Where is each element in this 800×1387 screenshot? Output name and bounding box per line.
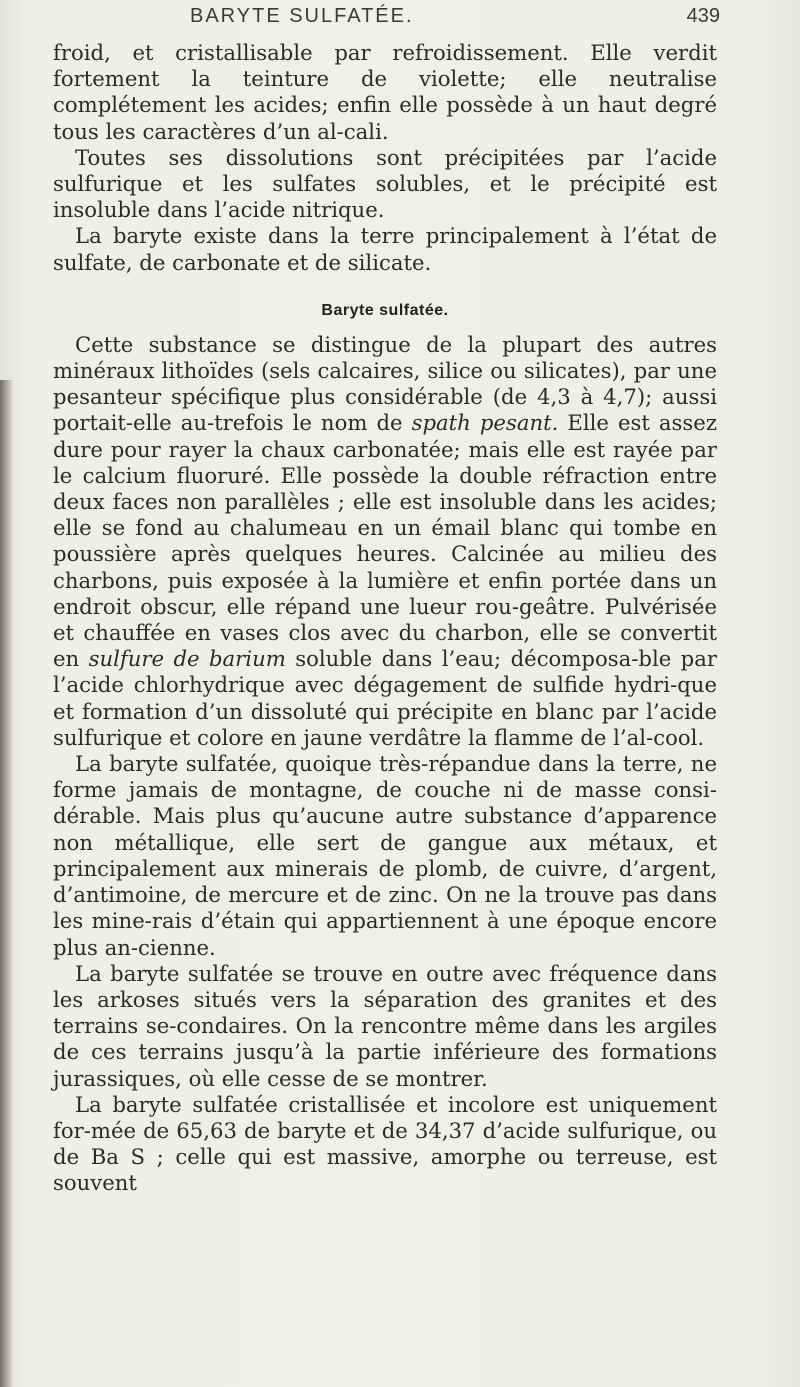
binding-shadow bbox=[0, 380, 14, 1387]
section-paragraph-4: La baryte sulfatée cristallisée et incolore est uniquement for-mée de 65,63 de baryte et de 34,37 d’acide sulfurique, ou de Ba S ; celle qui est massive, amorphe ou terreuse, est souvent bbox=[53, 1091, 717, 1196]
term-sulfure-de-barium: sulfure de barium bbox=[88, 646, 286, 672]
term-spath-pesant: spath pesant. bbox=[411, 410, 559, 436]
paragraph-2: Toutes ses dissolutions sont précipitées par l’acide sulfurique et les sulfates solubles, et le précipité est insoluble dans l’acide nitrique. bbox=[53, 144, 717, 223]
page-number: 439 bbox=[686, 5, 720, 27]
section-paragraph-2: La baryte sulfatée, quoique très-répandue dans la terre, ne forme jamais de montagne, de couche ni de masse consi-dérable. Mais plus qu’aucune autre substance d’apparence non métallique, elle sert de gangue aux métaux, et principalement aux minerais de plomb, de cuivre, d’argent, d’antimoine, de mercure et de zinc. On ne la trouve pas dans les mine-rais d’étain qui appartiennent à une époque encore plus an-cienne. bbox=[53, 751, 717, 960]
section-paragraph-1-part-2: Elle est assez dure pour rayer la chaux carbonatée; mais elle est rayée par le calcium fluoruré. Elle possède la double réfraction entre deux faces non parallèles ; elle est insoluble dans les acides; elle se fond au chalumeau en un émail blanc qui tombe en poussière après quelques heures. Calcinée au milieu des charbons, puis exposée à la lumière et enfin portée dans un endroit obscur, elle répand une lueur rou-geâtre. Pulvérisée et chauffée en vases clos avec du charbon, elle se convertit en bbox=[53, 410, 718, 672]
page-body bbox=[53, 40, 717, 1197]
section-paragraph-3: La baryte sulfatée se trouve en outre avec fréquence dans les arkoses situés vers la séparation des granites et des terrains se-condaires. On la rencontre même dans les argiles de ces terrains jusqu’à la partie inférieure des formations jurassiques, où elle cesse de se montrer. bbox=[53, 960, 717, 1091]
section-title: Baryte sulfatée. bbox=[321, 301, 449, 319]
section-paragraph-1-part-1: Cette substance se distingue de la plupart des autres minéraux lithoïdes (sels calcaires, silice ou silicates), par une pesanteur spécifique plus considérable (de 4,3 à 4,7); aussi portait-elle au-trefois le nom de bbox=[53, 331, 717, 436]
running-head: BARYTE SULFATÉE. bbox=[190, 5, 414, 27]
page-header bbox=[60, 5, 720, 35]
paragraph-1: froid, et cristallisable par refroidissement. Elle verdit fortement la teinture de violette; elle neutralise complétement les acides; enfin elle possède à un haut degré tous les caractères d’un al-cali. bbox=[53, 40, 717, 144]
section-paragraph-1-part-3: soluble dans l’eau; décomposa-ble par l’acide chlorhydrique avec dégagement de sulfide hydri-que et formation d’un dissoluté qui précipite en blanc par l’acide sulfurique et colore en jaune verdâtre la flamme de l’al-cool. bbox=[53, 646, 718, 750]
section-paragraph-1 bbox=[53, 332, 717, 751]
paragraph-3: La baryte existe dans la terre principalement à l’état de sulfate, de carbonate et de silicate. bbox=[53, 223, 717, 275]
